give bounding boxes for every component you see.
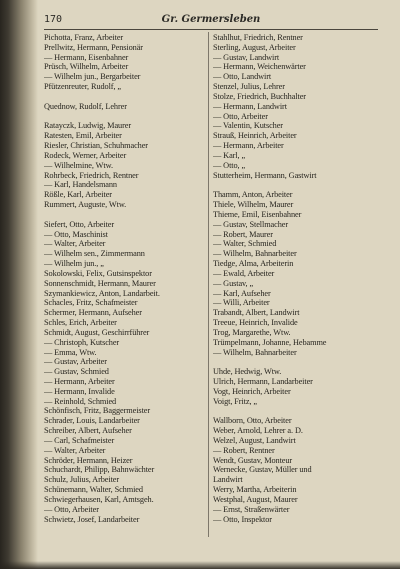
directory-entry: Stolze, Friedrich, Buchhalter [213,91,306,101]
directory-entry: — Wilhelmine, Wtw. [44,160,113,170]
directory-entry: — Hermann, Eisenbahner [44,52,129,62]
directory-entry: — Hermann, Weichenwärter [213,62,306,72]
directory-entry: Thiele, Wilhelm, Maurer [213,200,294,210]
entry-spacer [44,92,212,102]
directory-entry: Schacles, Fritz, Schafmeister [44,298,138,308]
book-gutter [0,0,38,569]
directory-entry: Trabandt, Albert, Landwirt [213,308,300,318]
directory-entry: — Gustav, „ [213,278,254,288]
directory-entry: Pichotta, Franz, Arbeiter [44,33,124,42]
directory-entry: Westphal, August, Maurer [213,494,298,504]
right-column [213,33,381,524]
directory-entry: — Otto, Inspektor [213,514,272,524]
directory-entry: Quednow, Rudolf, Lehrer [44,101,127,111]
directory-entry: — Wilhelm jun., Bergarbeiter [44,72,141,82]
directory-entry: Landwirt [213,475,243,485]
directory-entry: — Hermann, Landwirt [213,101,287,111]
directory-entry: — Gustav, Landwirt [213,52,280,62]
directory-entry: Szymankiewicz, Anton, Landarbeit. [44,288,160,298]
directory-entry: — Carl, Schafmeister [44,435,115,445]
directory-entry: — Walter, Arbeiter [44,445,106,455]
directory-entry: Voigt, Fritz, „ [213,396,257,406]
directory-entry: Siefert, Otto, Arbeiter [44,219,115,229]
directory-entry: — Emma, Wtw. [44,347,97,357]
directory-entry: Rodeck, Werner, Arbeiter [44,150,127,160]
directory-entry: Strauß, Heinrich, Arbeiter [213,131,297,141]
directory-entry: Trümpelmann, Johanne, Hebamme [213,337,327,347]
left-column [44,33,212,524]
directory-entry: Trog, Margarethe, Wtw. [213,327,291,337]
directory-entry: — Reinhold, Schmied [44,396,117,406]
directory-entry: — Walter, Arbeiter [44,239,106,249]
directory-entry: Ulrich, Hermann, Landarbeiter [213,376,313,386]
directory-entry: — Otto, Arbeiter [44,504,99,514]
directory-entry: Schönfisch, Fritz, Baggermeister [44,406,151,416]
directory-entry: Weber, Arnold, Lehrer a. D. [213,426,303,436]
directory-entry: — Wilhelm jun., „ [44,259,104,269]
directory-entry: Stenzel, Julius, Lehrer [213,82,285,92]
directory-entry: Riesler, Christian, Schuhmacher [44,141,148,151]
directory-entry: — Gustav, Schmied [44,367,109,377]
directory-entry: Thamm, Anton, Arbeiter [213,190,293,200]
directory-entry: Sterling, August, Arbeiter [213,42,296,52]
directory-entry: Stahlhut, Friedrich, Rentner [213,33,303,42]
directory-entry: — Otto, Maschinist [44,229,108,239]
directory-entry: Prellwitz, Hermann, Pensionär [44,42,143,52]
directory-entry: — Wilhelm sen., Zimmermann [44,249,145,259]
directory-entry: Wallborn, Otto, Arbeiter [213,416,292,426]
directory-entry: — Karl, Handelsmann [44,180,117,190]
directory-entry: Rößle, Karl, Arbeiter [44,190,112,200]
directory-entry: — Ewald, Arbeiter [213,268,275,278]
entry-spacer [44,210,212,220]
directory-entry: Ratayczk, Ludwig, Maurer [44,121,131,131]
page-number: 170 [44,14,63,25]
directory-entry: Schünemann, Walter, Schmied [44,485,143,495]
directory-entry: — Wilhelm, Bahnarbeiter [213,249,297,259]
directory-entry: — Walter, Schmied [213,239,277,249]
directory-entry: Schulz, Julius, Arbeiter [44,475,120,485]
page-title: Gr. Germersleben [161,14,261,25]
directory-entry: Schmidt, August, Geschirrführer [44,327,150,337]
directory-entry: Schrader, Louis, Landarbeiter [44,416,140,426]
directory-entry: Prüsch, Wilhelm, Arbeiter [44,62,129,72]
directory-entry: Stutterheim, Hermann, Gastwirt [213,170,317,180]
directory-entry: Schles, Erich, Arbeiter [44,318,117,328]
directory-entry: — Gustav, Stellmacher [213,219,289,229]
directory-entry: Thieme, Emil, Eisenbahner [213,209,302,219]
directory-entry: — Wilhelm, Bahnarbeiter [213,347,297,357]
directory-entry: — Robert, Rentner [213,445,275,455]
directory-entry: — Otto, Arbeiter [213,111,268,121]
directory-entry: — Ernst, Straßenwärter [213,504,290,514]
directory-entry: Wernecke, Gustav, Müller und [213,465,312,475]
header-rule [44,29,378,30]
directory-entry: — Hermann, Arbeiter [213,141,284,151]
directory-entry: Wendt, Gustav, Monteur [213,455,293,465]
page-header [44,14,378,28]
directory-entry: — Karl, Aufseher [213,288,271,298]
directory-entry: — Gustav, Arbeiter [44,357,107,367]
directory-entry: — Robert, Maurer [213,229,273,239]
directory-entry: Ratesten, Emil, Arbeiter [44,131,122,141]
directory-entry: Schermer, Hermann, Aufseher [44,308,142,318]
directory-entry: Schreiber, Albert, Aufseher [44,426,132,436]
directory-entry: Tiedge, Alma, Arbeiterin [213,259,294,269]
entry-spacer [213,357,381,367]
directory-entry: Schwietz, Josef, Landarbeiter [44,514,140,524]
directory-entry: — Karl, „ [213,150,246,160]
entry-spacer [213,406,381,416]
directory-entry: Treeue, Heinrich, Invalide [213,318,298,328]
page-edge-shadow [0,561,400,569]
directory-entry: Schwiegerhausen, Karl, Amtsgeh. [44,494,154,504]
directory-entry: Schröder, Hermann, Heizer [44,455,133,465]
directory-entry: — Valentin, Kutscher [213,121,283,131]
directory-entry: — Hermann, Arbeiter [44,376,115,386]
directory-entry: — Otto, Landwirt [213,72,272,82]
directory-entry: Sonnenschmidt, Hermann, Maurer [44,278,156,288]
column-divider [208,32,209,537]
directory-entry: — Christoph, Kutscher [44,337,120,347]
directory-entry: Rummert, Auguste, Wtw. [44,200,127,210]
directory-entry: — Hermann, Invalide [44,386,115,396]
directory-entry: Schuchardt, Philipp, Bahnwächter [44,465,155,475]
entry-spacer [44,112,212,122]
directory-entry: Rohrbeck, Friedrich, Rentner [44,170,139,180]
directory-entry: Vogt, Heinrich, Arbeiter [213,386,291,396]
directory-entry: Welzel, August, Landwirt [213,435,296,445]
directory-entry: Werry, Martha, Arbeiterin [213,485,297,495]
directory-entry: — Otto, „ [213,160,246,170]
entry-spacer [213,180,381,190]
directory-entry: — Willi, Arbeiter [213,298,270,308]
directory-entry: Uhde, Hedwig, Wtw. [213,367,282,377]
directory-entry: Sokolowski, Felix, Gutsinspektor [44,268,152,278]
directory-entry: Pfützenreuter, Rudolf, „ [44,82,121,92]
